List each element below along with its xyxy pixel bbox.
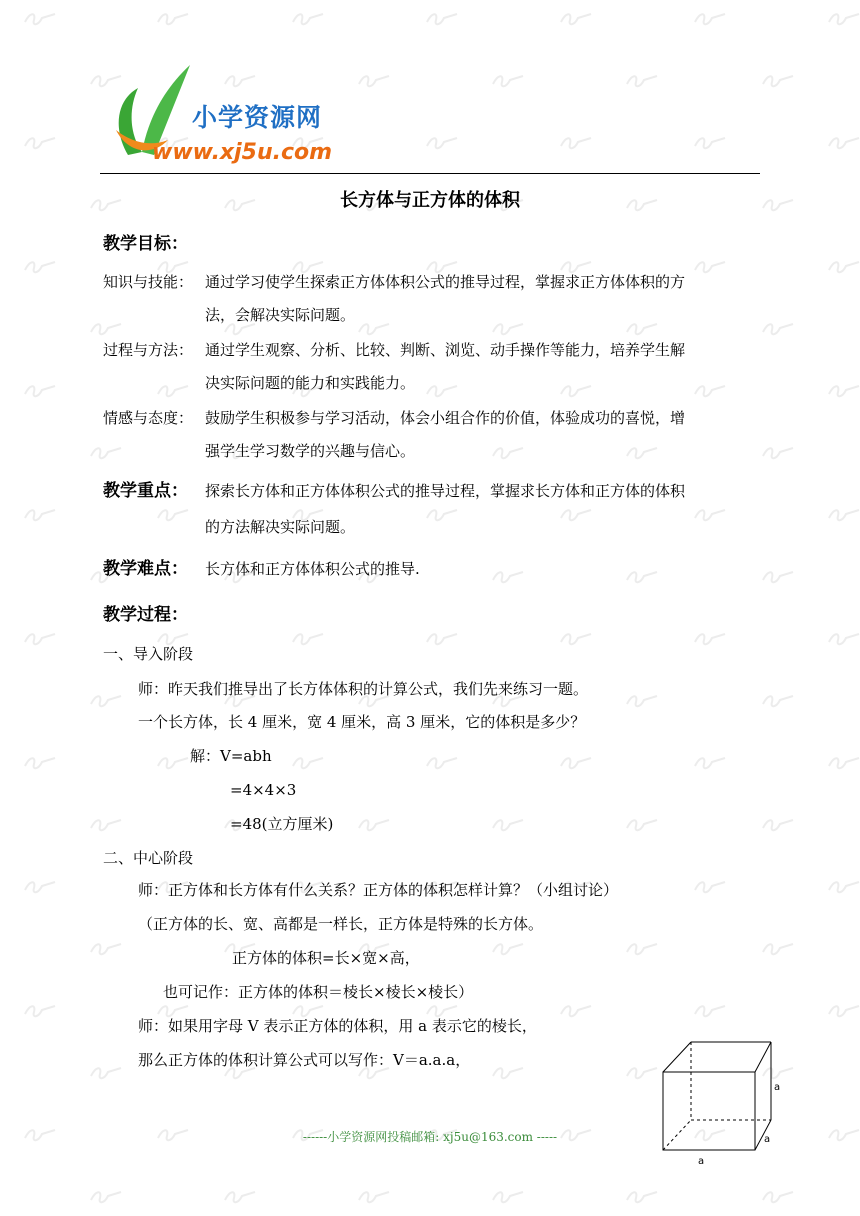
watermark-mark: [558, 752, 594, 774]
watermark-mark: [692, 876, 728, 898]
watermark-mark: [826, 876, 860, 898]
watermark-mark: [826, 1000, 860, 1022]
watermark-mark: [760, 690, 796, 712]
watermark-mark: [826, 8, 860, 30]
difficulty-label: 教学难点：: [103, 559, 188, 579]
emotion-line-1: 鼓励学生积极参与学习活动，体会小组合作的价值，体验成功的喜悦，增: [205, 409, 686, 427]
difficulty-text: 长方体和正方体体积公式的推导.: [205, 560, 420, 578]
emotion-line-2: 强学生学习数学的兴趣与信心。: [205, 442, 416, 460]
watermark-mark: [490, 566, 526, 588]
watermark-mark: [558, 380, 594, 402]
watermark-mark: [760, 70, 796, 92]
watermark-mark: [624, 442, 660, 464]
watermark-mark: [558, 504, 594, 526]
watermark-mark: [558, 628, 594, 650]
watermark-mark: [624, 938, 660, 960]
logo-url: www.xj5u.com: [152, 140, 333, 165]
watermark-mark: [490, 1186, 526, 1208]
watermark-mark: [356, 814, 392, 836]
watermark-mark: [22, 628, 58, 650]
watermark-mark: [88, 318, 124, 340]
knowledge-line-1: 通过学习使学生探索正方体体积公式的推导过程，掌握求正方体体积的方: [205, 273, 686, 291]
header-divider: [100, 173, 760, 174]
watermark-mark: [760, 1186, 796, 1208]
section-1-line-2: 一个长方体，长 4 厘米，宽 4 厘米，高 3 厘米，它的体积是多少？: [138, 713, 586, 731]
watermark-mark: [424, 8, 460, 30]
logo-text: 小学资源网: [192, 103, 323, 132]
watermark-mark: [826, 752, 860, 774]
key-point-line-1: 探索长方体和正方体体积公式的推导过程，掌握求长方体和正方体的体积: [205, 482, 686, 500]
key-point-label: 教学重点：: [103, 481, 188, 501]
section-2-line-4: 也可记作：正方体的体积＝棱长×棱长×棱长）: [163, 983, 474, 1001]
watermark-mark: [88, 442, 124, 464]
watermark-mark: [88, 938, 124, 960]
watermark-mark: [424, 752, 460, 774]
section-2-line-1: 师：正方体和长方体有什么关系？正方体的体积怎样计算？（小组讨论）: [138, 881, 619, 899]
watermark-mark: [490, 442, 526, 464]
emotion-label: 情感与态度：: [103, 409, 194, 427]
watermark-mark: [290, 8, 326, 30]
watermark-mark: [22, 1000, 58, 1022]
watermark-mark: [155, 504, 191, 526]
section-2-line-2: （正方体的长、宽、高都是一样长，正方体是特殊的长方体。: [138, 915, 544, 933]
watermark-mark: [424, 504, 460, 526]
watermark-mark: [826, 256, 860, 278]
watermark-mark: [826, 504, 860, 526]
watermark-mark: [826, 628, 860, 650]
watermark-mark: [624, 1186, 660, 1208]
watermark-mark: [490, 70, 526, 92]
watermark-mark: [692, 8, 728, 30]
section-1-line-4: =4×4×3: [230, 781, 297, 799]
watermark-mark: [558, 8, 594, 30]
watermark-mark: [760, 442, 796, 464]
watermark-mark: [692, 132, 728, 154]
watermark-mark: [760, 814, 796, 836]
watermark-mark: [356, 318, 392, 340]
watermark-mark: [826, 380, 860, 402]
watermark-mark: [624, 70, 660, 92]
page-footer: ------小学资源网投稿邮箱: xj5u@163.com -----: [302, 1130, 558, 1144]
section-2-line-3: 正方体的体积=长×宽×高，: [232, 949, 420, 967]
watermark-mark: [22, 8, 58, 30]
page-title: 长方体与正方体的体积: [340, 190, 520, 211]
watermark-mark: [624, 690, 660, 712]
watermark-mark: [356, 70, 392, 92]
process-line-2: 决实际问题的能力和实践能力。: [205, 374, 416, 392]
watermark-mark: [88, 1186, 124, 1208]
watermark-mark: [760, 566, 796, 588]
watermark-mark: [22, 132, 58, 154]
watermark-mark: [624, 566, 660, 588]
watermark-mark: [692, 380, 728, 402]
watermark-mark: [22, 380, 58, 402]
cube-label-height: a: [774, 1082, 781, 1093]
watermark-mark: [490, 814, 526, 836]
watermark-mark: [760, 938, 796, 960]
watermark-mark: [22, 504, 58, 526]
watermark-mark: [22, 256, 58, 278]
watermark-mark: [155, 8, 191, 30]
section-1-line-5: =48(立方厘米): [230, 815, 334, 833]
watermark-mark: [155, 380, 191, 402]
watermark-mark: [826, 132, 860, 154]
watermark-mark: [222, 1186, 258, 1208]
process-label: 过程与方法：: [103, 341, 194, 359]
watermark-mark: [692, 628, 728, 650]
watermark-mark: [88, 690, 124, 712]
watermark-mark: [692, 504, 728, 526]
watermark-mark: [88, 814, 124, 836]
watermark-mark: [424, 380, 460, 402]
objectives-heading: 教学目标：: [103, 234, 188, 254]
watermark-mark: [155, 752, 191, 774]
watermark-mark: [490, 318, 526, 340]
watermark-mark: [490, 938, 526, 960]
watermark-mark: [692, 256, 728, 278]
knowledge-label: 知识与技能：: [103, 273, 194, 291]
section-2-line-5: 师：如果用字母 V 表示正方体的体积，用 a 表示它的棱长，: [138, 1017, 537, 1035]
watermark-mark: [558, 132, 594, 154]
cube-diagram: [655, 1038, 785, 1170]
watermark-mark: [22, 876, 58, 898]
watermark-mark: [290, 628, 326, 650]
watermark-mark: [624, 318, 660, 340]
watermark-mark: [22, 752, 58, 774]
section-2-line-6: 那么正方体的体积计算公式可以写作：V＝a.a.a，: [138, 1051, 471, 1069]
knowledge-line-2: 法，会解决实际问题。: [205, 306, 356, 324]
process-heading: 教学过程：: [103, 605, 188, 625]
section-1-line-1: 师：昨天我们推导出了长方体体积的计算公式，我们先来练习一题。: [138, 680, 589, 698]
watermark-mark: [490, 1062, 526, 1084]
section-2-title: 二、中心阶段: [103, 849, 194, 867]
site-logo: [108, 60, 338, 172]
watermark-mark: [692, 752, 728, 774]
watermark-mark: [624, 814, 660, 836]
watermark-mark: [692, 1000, 728, 1022]
watermark-mark: [356, 1186, 392, 1208]
watermark-mark: [558, 1000, 594, 1022]
watermark-mark: [424, 628, 460, 650]
section-1-line-3: 解：V=abh: [190, 747, 272, 765]
cube-label-depth: a: [764, 1134, 771, 1145]
section-1-title: 一、导入阶段: [103, 645, 194, 663]
cube-label-width: a: [698, 1156, 705, 1167]
key-point-line-2: 的方法解决实际问题。: [205, 518, 356, 536]
watermark-mark: [290, 752, 326, 774]
process-line-1: 通过学生观察、分析、比较、判断、浏览、动手操作等能力，培养学生解: [205, 341, 686, 359]
watermark-mark: [424, 132, 460, 154]
watermark-mark: [760, 318, 796, 340]
watermark-mark: [88, 1062, 124, 1084]
